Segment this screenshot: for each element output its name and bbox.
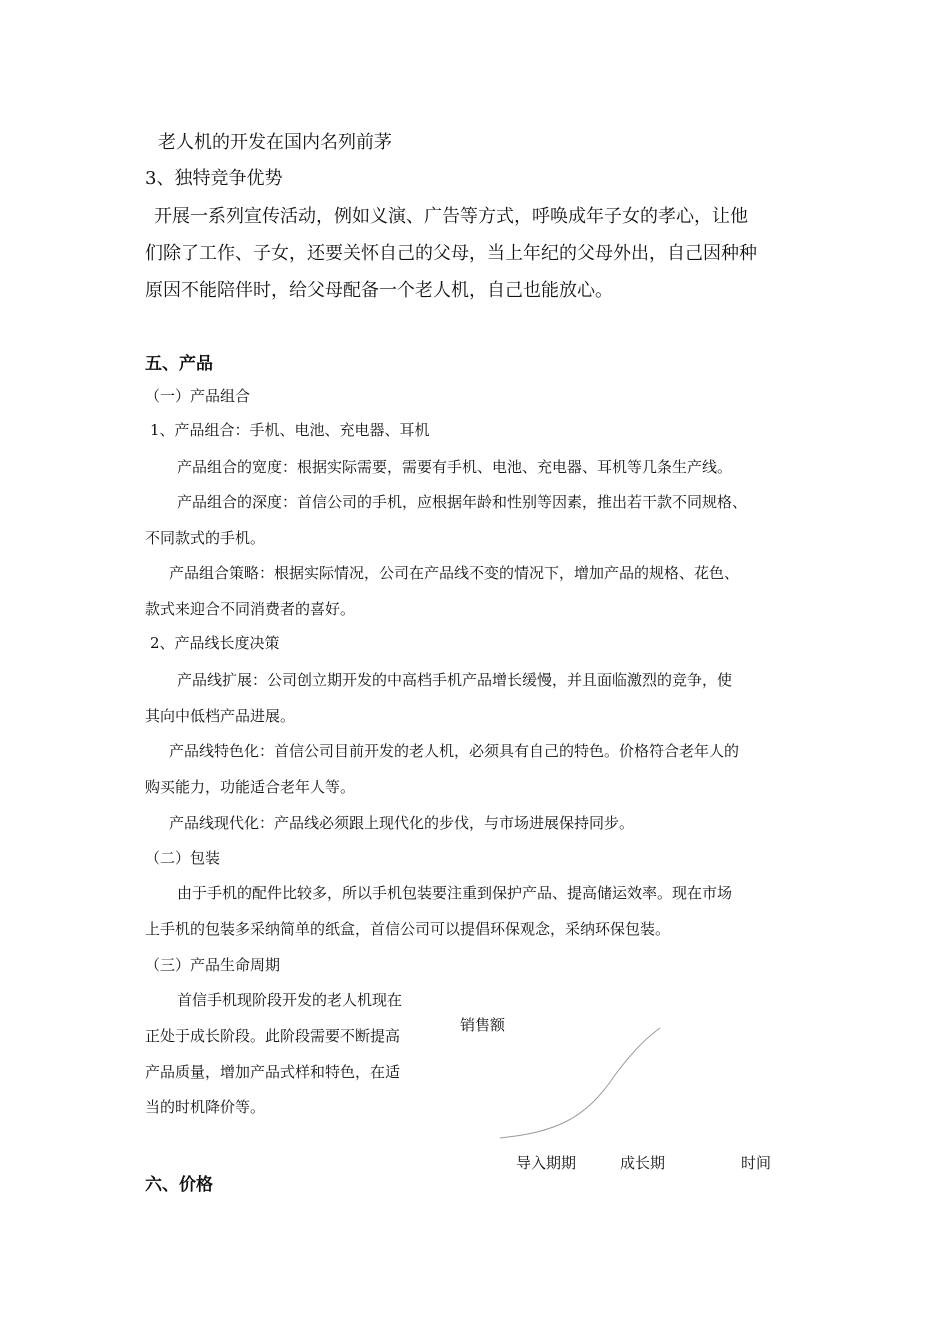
paragraph-line: 其向中低档产品进展。 [145, 707, 296, 725]
paragraph-line: 款式来迎合不同消费者的喜好。 [145, 600, 356, 618]
heading-competitive-advantage: 3、独特竞争优势 [145, 168, 283, 189]
paragraph-line: 产品质量，增加产品式样和特色，在适 [145, 1063, 401, 1081]
paragraph-line: 们除了工作、子女，还要关怀自己的父母，当上年纪的父母外出，自己因种种 [145, 243, 757, 264]
section-title-product: 五、产品 [145, 354, 213, 374]
chart-stage-label: 导入期期 [516, 1154, 577, 1172]
section-title-price: 六、价格 [145, 1175, 213, 1195]
paragraph-line: 产品组合的深度：首信公司的手机，应根据年龄和性别等因素，推出若干款不同规格、 [177, 493, 748, 511]
item-heading: 1、产品组合：手机、电池、充电器、耳机 [150, 421, 430, 439]
subsection-title: （二）包装 [145, 849, 221, 867]
paragraph-line: 产品组合的宽度：根据实际需要，需要有手机、电池、充电器、耳机等几条生产线。 [177, 458, 733, 476]
chart-x-label: 时间 [741, 1154, 772, 1172]
paragraph-line: 产品线现代化：产品线必须跟上现代化的步伐，与市场进展保持同步。 [169, 814, 635, 832]
paragraph-line: 购买能力，功能适合老年人等。 [145, 778, 356, 796]
paragraph-line: 产品线特色化：首信公司目前开发的老人机，必须具有自己的特色。价格符合老年人的 [169, 742, 740, 760]
paragraph-line: 原因不能陪伴时，给父母配备一个老人机，自己也能放心。 [145, 280, 613, 301]
paragraph-line: 当的时机降价等。 [145, 1098, 266, 1116]
item-heading: 2、产品线长度决策 [150, 634, 280, 652]
paragraph-line: 产品组合策略：根据实际情况，公司在产品线不变的情况下，增加产品的规格、花色、 [169, 564, 740, 582]
chart-stage-label: 成长期 [620, 1154, 666, 1172]
subsection-title: （一）产品组合 [145, 387, 251, 405]
lifecycle-curve [495, 1020, 675, 1145]
subsection-title: （三）产品生命周期 [145, 956, 281, 974]
text-line: 老人机的开发在国内名列前茅 [158, 132, 392, 153]
paragraph-line: 正处于成长阶段。此阶段需要不断提高 [145, 1027, 401, 1045]
paragraph-line: 产品线扩展：公司创立期开发的中高档手机产品增长缓慢，并且面临激烈的竞争，使 [177, 671, 733, 689]
sales-curve-line [500, 1028, 660, 1138]
paragraph-line: 不同款式的手机。 [145, 529, 266, 547]
paragraph-line: 由于手机的配件比较多，所以手机包装要注重到保护产品、提高储运效率。现在市场 [177, 884, 733, 902]
paragraph-line: 上手机的包装多采纳简单的纸盒，首信公司可以提倡环保观念，采纳环保包装。 [145, 920, 671, 938]
paragraph-line: 首信手机现阶段开发的老人机现在 [177, 991, 403, 1009]
chart-y-label: 销售额 [460, 1016, 506, 1034]
paragraph-line: 开展一系列宣传活动，例如义演、广告等方式，呼唤成年子女的孝心，让他 [154, 206, 748, 227]
